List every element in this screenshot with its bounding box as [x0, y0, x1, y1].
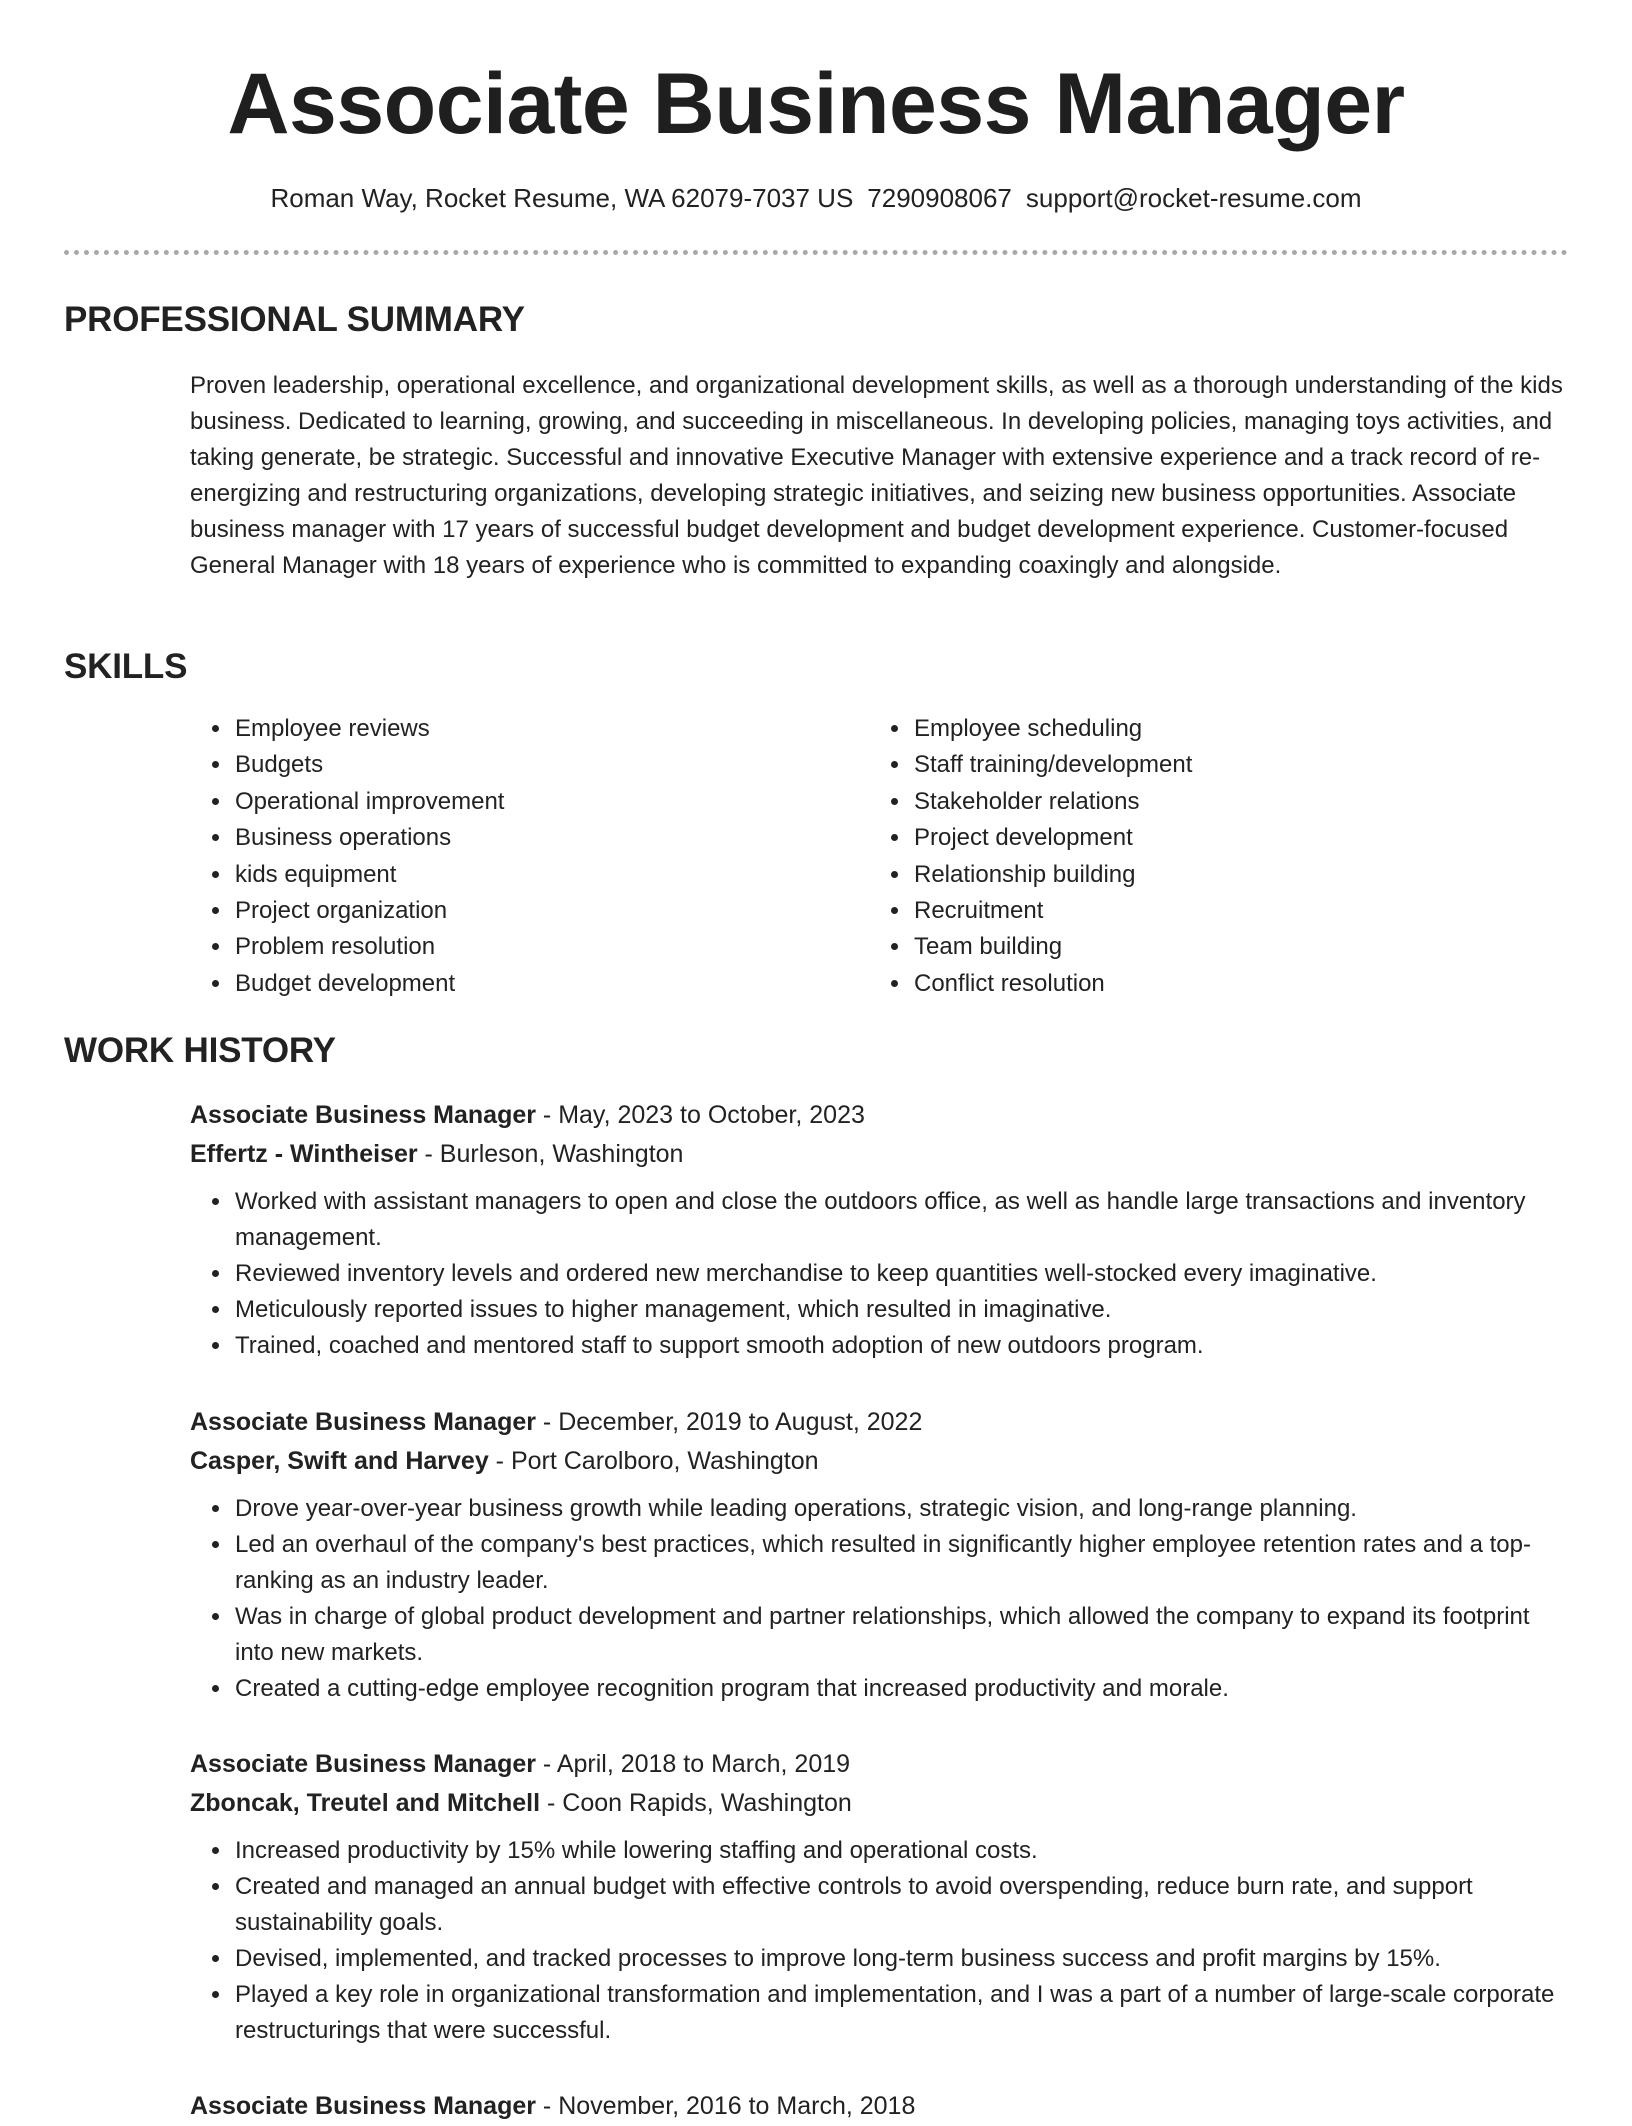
- job-dates: - November, 2016 to March, 2018: [535, 2092, 916, 2120]
- job-title: Associate Business Manager: [190, 1101, 536, 1129]
- job-location: - Burleson, Washington: [417, 1140, 684, 1168]
- job-location: - Port Carolboro, Washington: [488, 1447, 819, 1475]
- skill-item: • Employee reviews: [233, 711, 873, 747]
- job-bullet: • Trained, coached and mentored staff to support smooth adoption of new outdoors program.: [233, 1328, 1570, 1364]
- job-bullet: • Created and managed an annual budget with effective controls to avoid overspending, reduce burn rate, and support sustainability goals.: [233, 1869, 1570, 1941]
- job-bullet: • Played a key role in organizational transformation and implementation, and I was a part of a number of large-scale corporate restructurings that were successful.: [233, 1977, 1570, 2049]
- job-entry: [190, 1745, 1570, 2049]
- skills-list-left: [190, 711, 873, 1002]
- skill-item: • Team building: [912, 929, 1552, 965]
- job-bullet: • Created a cutting-edge employee recognition program that increased productivity and morale.: [233, 1671, 1570, 1707]
- skill-item: • Business operations: [233, 820, 873, 856]
- summary-heading: PROFESSIONAL SUMMARY: [64, 300, 525, 339]
- skill-item: • Budgets: [233, 747, 873, 783]
- job-bullets: [190, 1491, 1570, 1707]
- job-title: Associate Business Manager: [190, 1750, 536, 1778]
- skills-heading: SKILLS: [64, 647, 188, 686]
- skill-item: • Project organization: [233, 893, 873, 929]
- job-company-line: [190, 1135, 1570, 1174]
- job-bullet: • Led an overhaul of the company's best practices, which resulted in significantly higher employee retention rates and a top-ranking as an industry leader.: [233, 1527, 1570, 1599]
- contact-line: [0, 180, 1632, 216]
- skill-item: • Stakeholder relations: [912, 784, 1552, 820]
- job-entry: [190, 2087, 1570, 2126]
- job-title-line: [190, 1403, 1570, 1442]
- resume-title: Associate Business Manager: [227, 56, 1405, 152]
- job-bullet: • Reviewed inventory levels and ordered new merchandise to keep quantities well-stocked every imaginative.: [233, 1256, 1570, 1292]
- job-bullet: • Drove year-over-year business growth while leading operations, strategic vision, and long-range planning.: [233, 1491, 1570, 1527]
- job-title-line: [190, 1096, 1570, 1135]
- job-company: Effertz - Wintheiser: [190, 1140, 418, 1168]
- job-bullets: [190, 1184, 1570, 1364]
- job-bullet: • Increased productivity by 15% while lowering staffing and operational costs.: [233, 1833, 1570, 1869]
- job-bullet: • Devised, implemented, and tracked processes to improve long-term business success and profit margins by 15%.: [233, 1941, 1570, 1977]
- header-divider: [64, 250, 1568, 255]
- job-bullet: • Worked with assistant managers to open and close the outdoors office, as well as handle large transactions and inventory management.: [233, 1184, 1570, 1256]
- job-bullet: • Was in charge of global product development and partner relationships, which allowed the company to expand its footprint into new markets.: [233, 1599, 1570, 1671]
- skill-item: • Project development: [912, 820, 1552, 856]
- summary-text: Proven leadership, operational excellence, and organizational development skills, as well as a thorough understanding of the kids business. Dedicated to learning, growing, and succeeding in miscellaneous. In developing policies, managing toys activities, and taking generate, be strategic. Successful and innovative Executive Manager with extensive experience and a track record of re-energizing and restructuring organizations, developing strategic initiatives, and seizing new business opportunities. Associate business manager with 17 years of successful budget development and budget development experience. Customer-focused General Manager with 18 years of experience who is committed to expanding coaxingly and alongside.: [190, 372, 1563, 579]
- job-dates: - December, 2019 to August, 2022: [535, 1408, 923, 1436]
- skill-item: • Problem resolution: [233, 929, 873, 965]
- skill-item: • Recruitment: [912, 893, 1552, 929]
- skill-item: • Staff training/development: [912, 747, 1552, 783]
- contact-phone: 7290908067: [867, 183, 1012, 213]
- job-title-line: [190, 1745, 1570, 1784]
- job-dates: - May, 2023 to October, 2023: [535, 1101, 865, 1129]
- job-dates: - April, 2018 to March, 2019: [535, 1750, 851, 1778]
- job-location: - Coon Rapids, Washington: [540, 1789, 852, 1817]
- job-title-line: [190, 2087, 1570, 2126]
- job-bullet: • Meticulously reported issues to higher management, which resulted in imaginative.: [233, 1292, 1570, 1328]
- job-company-line: [190, 1784, 1570, 1823]
- job-company: Casper, Swift and Harvey: [190, 1447, 489, 1475]
- skill-item: • kids equipment: [233, 857, 873, 893]
- skill-item: • Operational improvement: [233, 784, 873, 820]
- skill-item: • Conflict resolution: [912, 966, 1552, 1002]
- skills-list-right: [869, 711, 1552, 1002]
- job-company: Zboncak, Treutel and Mitchell: [190, 1789, 541, 1817]
- skill-item: • Budget development: [233, 966, 873, 1002]
- job-entry: [190, 1403, 1570, 1707]
- job-company-line: [190, 1442, 1570, 1481]
- contact-address: Roman Way, Rocket Resume, WA 62079-7037 US: [270, 183, 854, 213]
- skill-item: • Employee scheduling: [912, 711, 1552, 747]
- job-title: Associate Business Manager: [190, 1408, 536, 1436]
- skill-item: • Relationship building: [912, 857, 1552, 893]
- job-bullets: [190, 1833, 1570, 2049]
- contact-email: support@rocket-resume.com: [1025, 183, 1362, 213]
- job-entry: [190, 1096, 1570, 1364]
- work-history-heading: WORK HISTORY: [64, 1031, 336, 1070]
- job-title: Associate Business Manager: [190, 2092, 536, 2120]
